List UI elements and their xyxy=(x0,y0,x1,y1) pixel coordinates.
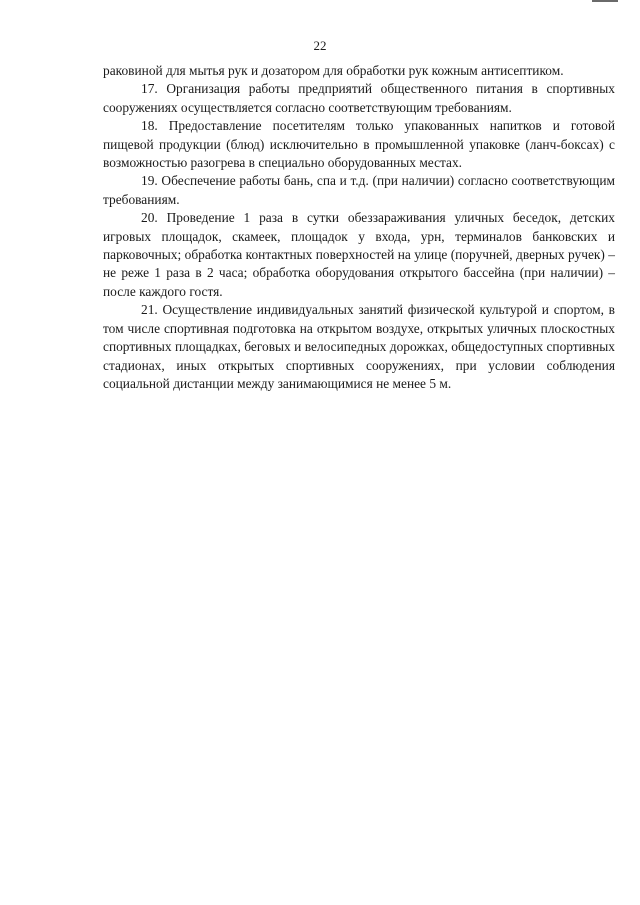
paragraph-continuation: раковиной для мытья рук и дозатором для обработки рук кожным антисептиком. xyxy=(103,63,564,78)
document-body xyxy=(103,62,615,393)
paragraph-item-17: 17. Организация работы предприятий общественного питания в спортивных сооружениях осуществляется согласно соответствующим требованиям. xyxy=(103,81,615,115)
page-number: 22 xyxy=(313,38,327,53)
paragraph-item-21: 21. Осуществление индивидуальных занятий физической культурой и спортом, в том числе спортивная подготовка на открытом воздухе, открытых уличных плоскостных спортивных площадках, беговых и велосипедных дорожках, общедоступных спортивных стадионах, иных открытых спортивных сооружениях, при условии соблюдения социальной дистанции между занимающимися не менее 5 м. xyxy=(103,302,615,391)
paragraph-item-18: 18. Предоставление посетителям только упакованных напитков и готовой пищевой продукции (блюд) исключительно в промышленной упаковке (ланч-боксах) с возможностью разогрева в специально оборудованных местах. xyxy=(103,118,615,171)
scan-edge-mark xyxy=(592,0,618,2)
paragraph-item-19: 19. Обеспечение работы бань, спа и т.д. (при наличии) согласно соответствующим требованиям. xyxy=(103,173,615,207)
paragraph-item-20: 20. Проведение 1 раза в сутки обеззараживания уличных беседок, детских игровых площадок, скамеек, площадок у входа, урн, терминалов банковских и парковочных; обработка контактных поверхностей на улице (поручней, дверных ручек) – не реже 1 раза в 2 часа; обработка оборудования открытого бассейна (при наличии) – после каждого гостя. xyxy=(103,210,615,299)
